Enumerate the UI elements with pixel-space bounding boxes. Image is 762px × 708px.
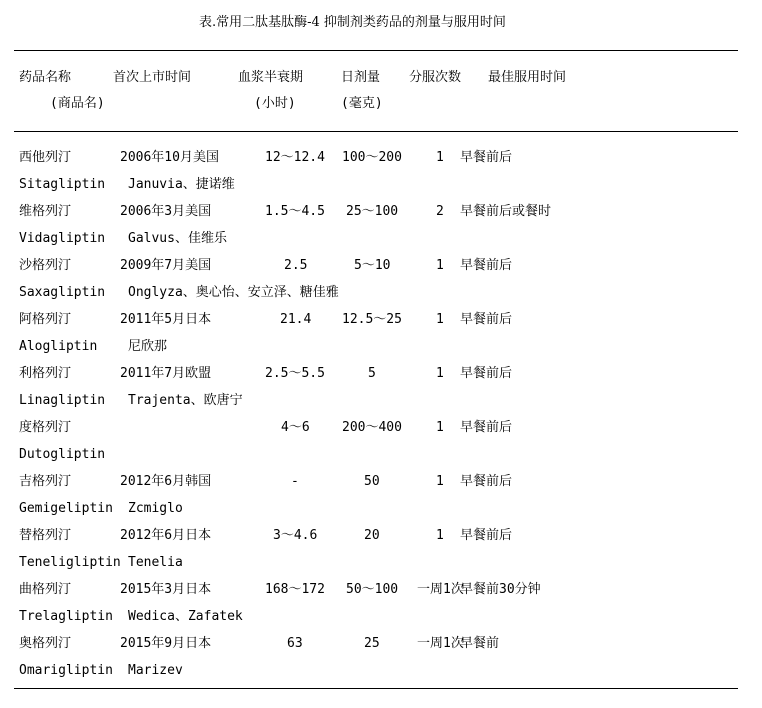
header-halflife-unit: (小时)	[254, 96, 296, 111]
doses-per-day: 1	[436, 258, 444, 273]
trade-name: Galvus、佳维乐	[128, 231, 227, 246]
best-time: 早餐前后	[460, 312, 513, 327]
daily-dose: 200～400	[342, 420, 402, 435]
drug-cn-name: 替格列汀	[19, 528, 72, 543]
doses-per-day: 1	[436, 420, 444, 435]
best-time: 早餐前后	[460, 528, 513, 543]
drug-en-name: Teneligliptin	[19, 555, 121, 570]
drug-en-name: Trelagliptin	[19, 609, 113, 624]
drug-cn-name: 奥格列汀	[19, 636, 72, 651]
doses-per-day: 2	[436, 204, 444, 219]
header-launch: 首次上市时间	[113, 70, 192, 85]
doses-per-day: 1	[436, 312, 444, 327]
bottom-rule	[14, 688, 738, 689]
drug-en-name: Alogliptin	[19, 339, 98, 354]
first-launch: 2015年9月日本	[120, 636, 212, 651]
doses-per-day: 1	[436, 528, 444, 543]
trade-name: Januvia、捷诺维	[128, 177, 235, 192]
trade-name: Marizev	[128, 663, 183, 678]
drug-cn-name: 度格列汀	[19, 420, 72, 435]
first-launch: 2009年7月美国	[120, 258, 212, 273]
first-launch: 2012年6月韩国	[120, 474, 212, 489]
drug-cn-name: 维格列汀	[19, 204, 72, 219]
doses-per-day: 1	[436, 150, 444, 165]
daily-dose: 25～100	[346, 204, 399, 219]
trade-name: Zcmiglo	[128, 501, 183, 516]
daily-dose: 50	[364, 474, 380, 489]
best-time: 早餐前后或餐时	[460, 204, 552, 219]
daily-dose: 5～10	[354, 258, 391, 273]
header-name: 药品名称	[19, 70, 72, 85]
drug-cn-name: 西他列汀	[19, 150, 72, 165]
plasma-half-life: 21.4	[280, 312, 312, 327]
drug-cn-name: 吉格列汀	[19, 474, 72, 489]
best-time: 早餐前后	[460, 258, 513, 273]
daily-dose: 5	[368, 366, 376, 381]
first-launch: 2011年7月欧盟	[120, 366, 212, 381]
plasma-half-life: 1.5～4.5	[265, 204, 325, 219]
doses-per-day: 1	[436, 474, 444, 489]
drug-en-name: Linagliptin	[19, 393, 106, 408]
drug-en-name: Dutogliptin	[19, 447, 106, 462]
best-time: 早餐前	[460, 636, 500, 651]
plasma-half-life: 4～6	[281, 420, 310, 435]
plasma-half-life: 12～12.4	[265, 150, 325, 165]
plasma-half-life: 2.5～5.5	[265, 366, 325, 381]
header-dose-unit: (毫克)	[341, 96, 383, 111]
drug-en-name: Sitagliptin	[19, 177, 106, 192]
best-time: 早餐前后	[460, 150, 513, 165]
first-launch: 2012年6月日本	[120, 528, 212, 543]
drug-en-name: Gemigeliptin	[19, 501, 113, 516]
drug-cn-name: 沙格列汀	[19, 258, 72, 273]
drug-cn-name: 阿格列汀	[19, 312, 72, 327]
best-time: 早餐前后	[460, 474, 513, 489]
daily-dose: 100～200	[342, 150, 402, 165]
daily-dose: 50～100	[346, 582, 399, 597]
trade-name: Onglyza、奥心怡、安立泽、糖佳雅	[128, 285, 339, 300]
doses-per-day: 1	[436, 366, 444, 381]
first-launch: 2011年5月日本	[120, 312, 212, 327]
header-best: 最佳服用时间	[488, 70, 567, 85]
header-halflife: 血浆半衰期	[238, 70, 304, 85]
plasma-half-life: 63	[287, 636, 303, 651]
header-trade-name: (商品名)	[50, 96, 105, 111]
doses-per-day: 一周1次	[417, 636, 464, 651]
daily-dose: 25	[364, 636, 380, 651]
drug-en-name: Saxagliptin	[19, 285, 106, 300]
plasma-half-life: 2.5	[284, 258, 308, 273]
drug-en-name: Omarigliptin	[19, 663, 113, 678]
daily-dose: 12.5～25	[342, 312, 402, 327]
best-time: 早餐前30分钟	[460, 582, 541, 597]
header-rule	[14, 131, 738, 132]
table-title: 表.常用二肽基肽酶-4 抑制剂类药品的剂量与服用时间	[199, 15, 506, 30]
first-launch: 2006年3月美国	[120, 204, 212, 219]
first-launch: 2015年3月日本	[120, 582, 212, 597]
header-times: 分服次数	[409, 70, 462, 85]
trade-name: Wedica、Zafatek	[128, 609, 243, 624]
trade-name: Trajenta、欧唐宁	[128, 393, 243, 408]
plasma-half-life: 3～4.6	[273, 528, 318, 543]
top-rule	[14, 50, 738, 51]
trade-name: Tenelia	[128, 555, 183, 570]
doses-per-day: 一周1次	[417, 582, 464, 597]
drug-cn-name: 利格列汀	[19, 366, 72, 381]
drug-en-name: Vidagliptin	[19, 231, 106, 246]
best-time: 早餐前后	[460, 366, 513, 381]
daily-dose: 20	[364, 528, 380, 543]
best-time: 早餐前后	[460, 420, 513, 435]
drug-cn-name: 曲格列汀	[19, 582, 72, 597]
plasma-half-life: -	[291, 474, 299, 489]
header-dose: 日剂量	[341, 70, 381, 85]
first-launch: 2006年10月美国	[120, 150, 219, 165]
trade-name: 尼欣那	[128, 339, 168, 354]
plasma-half-life: 168～172	[265, 582, 325, 597]
